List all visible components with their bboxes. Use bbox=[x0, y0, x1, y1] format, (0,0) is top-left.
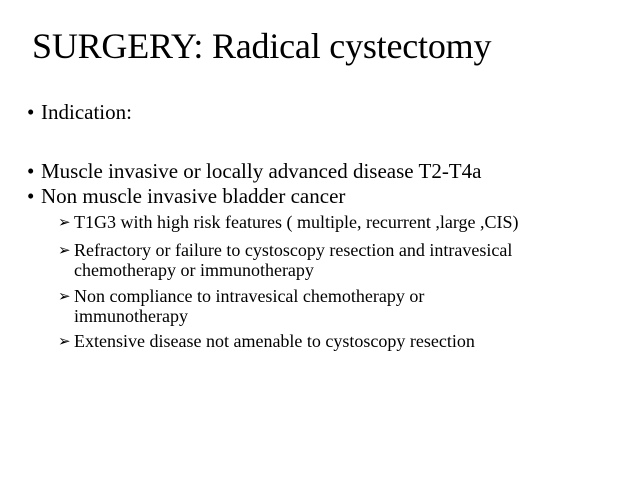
sub-bullet-refractory bbox=[58, 240, 628, 280]
arrow-bullet-icon: ➢ bbox=[58, 213, 71, 231]
sub-bullet-extensive bbox=[58, 331, 628, 351]
arrow-bullet-icon: ➢ bbox=[58, 332, 71, 350]
bullet-dot-icon: • bbox=[27, 159, 35, 183]
sub-bullet-text-line1: Non compliance to intravesical chemotherapy or bbox=[74, 286, 425, 306]
sub-bullet-t1g3 bbox=[58, 212, 628, 232]
bullet-muscle-invasive bbox=[27, 159, 481, 183]
bullet-dot-icon: • bbox=[27, 100, 35, 124]
bullet-non-muscle-invasive bbox=[27, 184, 345, 208]
slide-title: SURGERY: Radical cystectomy bbox=[32, 26, 492, 66]
sub-bullet-text: T1G3 with high risk features ( multiple, recurrent ,large ,CIS) bbox=[74, 212, 519, 232]
arrow-bullet-icon: ➢ bbox=[58, 241, 71, 259]
bullet-text: Indication: bbox=[41, 100, 132, 124]
sub-bullet-text: Extensive disease not amenable to cystoscopy resection bbox=[74, 331, 475, 351]
sub-bullet-non-compliance bbox=[58, 286, 628, 326]
sub-bullet-text-line2: chemotherapy or immunotherapy bbox=[74, 260, 314, 280]
sub-bullet-text-line2: immunotherapy bbox=[74, 306, 188, 326]
bullet-text: Muscle invasive or locally advanced disease T2-T4a bbox=[41, 159, 482, 183]
sub-bullet-text-line1: Refractory or failure to cystoscopy resection and intravesical bbox=[74, 240, 513, 260]
bullet-dot-icon: • bbox=[27, 184, 35, 208]
bullet-text: Non muscle invasive bladder cancer bbox=[41, 184, 346, 208]
arrow-bullet-icon: ➢ bbox=[58, 287, 71, 305]
bullet-indication bbox=[27, 100, 132, 124]
